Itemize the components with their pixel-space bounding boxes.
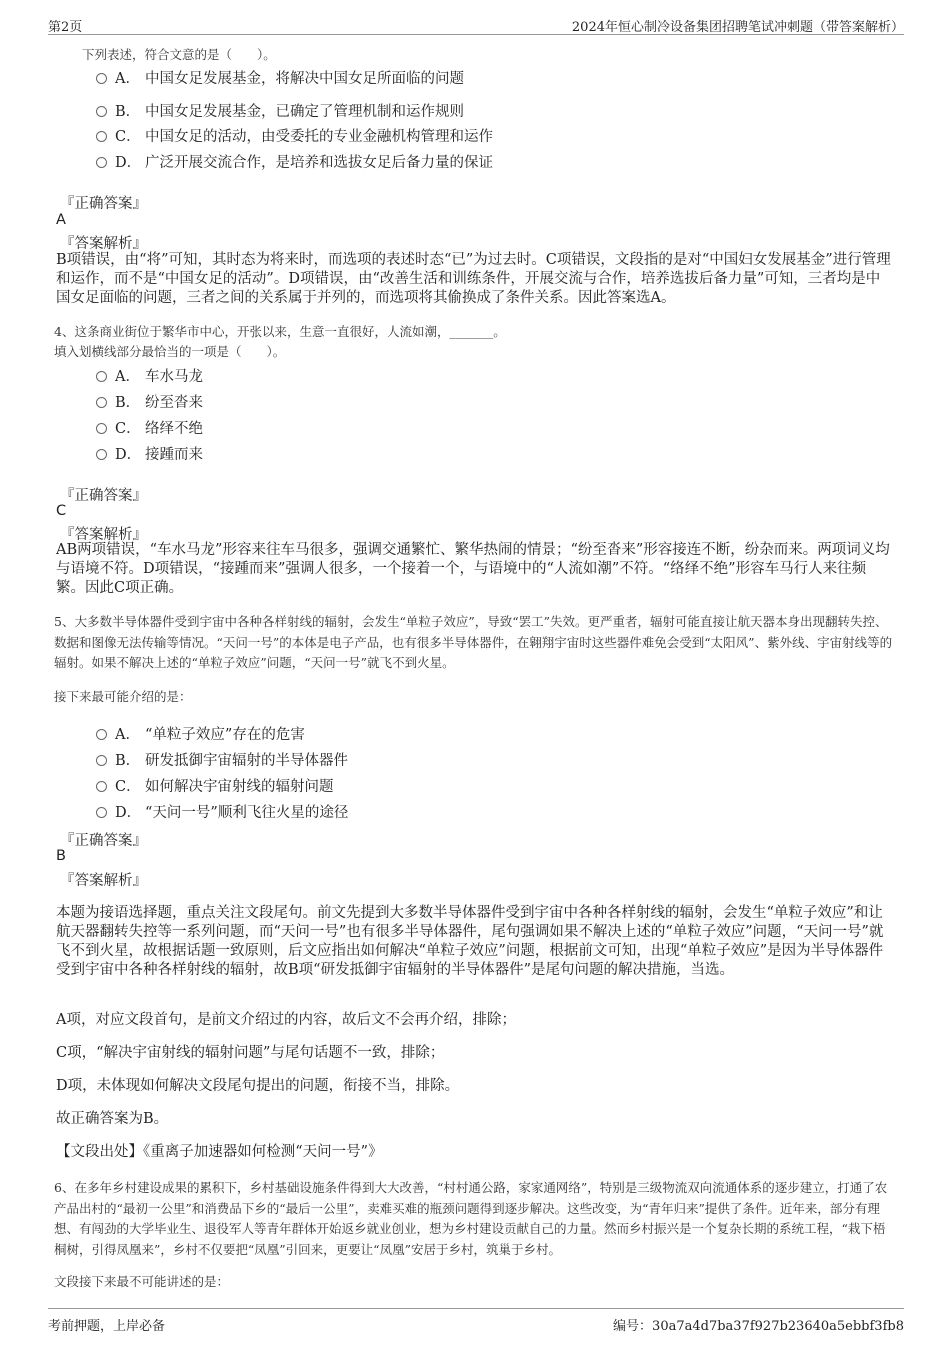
radio-icon[interactable] [96, 106, 107, 117]
q5-analysis-main: 本题为接语选择题，重点关注文段尾句。前文先提到大多数半导体器件受到宇宙中各种各样射线的辐射，会发生“单粒子效应”和让航天器翻转失控等一系列问题，而“天问一号”也有很多半导体器件，尾句强调如果不解决上述的“单粒子效应”问题，“天问一号”就飞不到火星，故根据话题一致原则，后文应指出如何解决“单粒子效应”问题，根据前文可知，出现“单粒子效应”是因为半导体器件受到宇宙中各种各样射线的辐射，故B项“研发抵御宇宙辐射的半导体器件”是尾句问题的解决措施，当选。 [56, 905, 884, 978]
q3-analysis: B项错误，由“将”可知，其时态为将来时，而选项的表述时态“已”为过去时。C项错误，文段指的是对“中国妇女发展基金”进行管理和运作，而不是“中国女足的活动”。D项错误，由“改善生活和训练条件，开展交流与合作，培养选拔后备力量”可知，三者均是中国女足面临的问题，三者之间的关系属于并列的，而选项将其偷换成了条件关系。因此答案选A。 [56, 252, 891, 306]
q5-analysis-label: 『答案解析』 [60, 873, 147, 889]
radio-icon[interactable] [96, 781, 107, 792]
q6-stem: 6、在多年乡村建设成果的累积下，乡村基础设施条件得到大大改善，“村村通公路，家家通网络”，特别是三级物流双向流通体系的逐步建立，打通了农产品出村的“最初一公里”和消费品下乡的“最后一公里”，卖难买难的瓶颈问题得到逐步解决。这些改变，为“青年归来”提供了条件。近年来，部分有理想、有闯劲的大学毕业生、退役军人等青年群体开始返乡就业创业，想为乡村建设贡献自己的力量。然而乡村振兴是一个复杂长期的系统工程，“栽下梧桐树，引得凤凰来”，乡村不仅要把“凤凰”引回来，更要让“凤凰”安居于乡村，筑巢于乡村。 [54, 1180, 888, 1257]
q3-option-d[interactable]: D． 广泛开展交流合作，是培养和选拔女足后备力量的保证 [96, 151, 493, 172]
q5-option-b[interactable]: B． 研发抵御宇宙辐射的半导体器件 [96, 749, 348, 770]
q3-option-b[interactable]: B． 中国女足发展基金，已确定了管理机制和运作规则 [96, 100, 464, 121]
document-id: 编号：30a7a4d7ba37f927b23640a5ebbf3fb8 [613, 1319, 904, 1334]
q4-option-b[interactable]: B． 纷至沓来 [96, 391, 203, 412]
q3-option-c[interactable]: C． 中国女足的活动，由受委托的专业金融机构管理和运作 [96, 125, 493, 146]
radio-icon[interactable] [96, 397, 107, 408]
q4-option-c[interactable]: C． 络绎不绝 [96, 417, 203, 438]
q5-analysis-a: A项，对应文段首句，是前文介绍过的内容，故后文不会再介绍，排除； [56, 1012, 516, 1028]
radio-icon[interactable] [96, 449, 107, 460]
q5-sub: 接下来最可能介绍的是： [54, 689, 192, 704]
radio-icon[interactable] [96, 755, 107, 766]
radio-icon[interactable] [96, 729, 107, 740]
q3-stem: 下列表述，符合文意的是（ ）。 [82, 47, 276, 62]
q4-analysis-label: 『答案解析』 [60, 527, 147, 543]
q4-answer: C [56, 503, 67, 519]
page-number: 第2页 [48, 20, 83, 35]
q5-option-c[interactable]: C． 如何解决宇宙射线的辐射问题 [96, 775, 334, 796]
radio-icon[interactable] [96, 73, 107, 84]
q5-option-d[interactable]: D． “天问一号”顺利飞往火星的途径 [96, 801, 348, 822]
page-footer [48, 1308, 904, 1339]
q3-answer: A [56, 212, 66, 228]
page-header [48, 12, 904, 35]
radio-icon[interactable] [96, 423, 107, 434]
q4-option-d[interactable]: D． 接踵而来 [96, 443, 203, 464]
q4-analysis: AB两项错误，“车水马龙”形容来往车马很多，强调交通繁忙、繁华热闹的情景；“纷至沓来”形容接连不断，纷杂而来。两项词义均与语境不符。D项错误，“接踵而来”强调人很多，一个接着一个，与语境中的“人流如潮”不符。“络绎不绝”形容车马行人来往频繁。因此C项正确。 [56, 542, 890, 596]
q3-answer-label: 『正确答案』 [60, 196, 147, 212]
q4-answer-label: 『正确答案』 [60, 488, 147, 504]
q5-option-a[interactable]: A． “单粒子效应”存在的危害 [96, 723, 305, 744]
radio-icon[interactable] [96, 371, 107, 382]
q5-stem: 5、大多数半导体器件受到宇宙中各种各样射线的辐射，会发生“单粒子效应”，导致“罢工”失效。更严重者，辐射可能直接让航天器本身出现翻转失控、数据和图像无法传输等情况。“天问一号”的本体是电子产品，也有很多半导体器件，在翱翔宇宙时这些器件难免会受到“太阳风”、紫外线、宇宙射线等的辐射。如果不解决上述的“单粒子效应”问题，“天问一号”就飞不到火星。 [54, 614, 893, 670]
radio-icon[interactable] [96, 157, 107, 168]
radio-icon[interactable] [96, 807, 107, 818]
radio-icon[interactable] [96, 131, 107, 142]
footer-slogan: 考前押题，上岸必备 [48, 1319, 166, 1334]
q5-source: 【文段出处】《重离子加速器如何检测“天问一号”》 [56, 1144, 383, 1160]
q5-answer-label: 『正确答案』 [60, 833, 147, 849]
q4-option-a[interactable]: A． 车水马龙 [96, 365, 203, 386]
q5-conclusion: 故正确答案为B。 [56, 1111, 169, 1127]
q3-option-a[interactable]: A． 中国女足发展基金，将解决中国女足所面临的问题 [96, 67, 464, 88]
q5-answer: B [56, 848, 66, 864]
q4-stem: 4、这条商业街位于繁华市中心，开张以来，生意一直很好，人流如潮，_______。 [54, 324, 506, 339]
q5-analysis-c: C项，“解决宇宙射线的辐射问题”与尾句话题不一致，排除； [56, 1045, 445, 1061]
q6-sub: 文段接下来最不可能讲述的是： [54, 1274, 230, 1289]
q4-sub: 填入划横线部分最恰当的一项是（ ）。 [54, 344, 286, 359]
q5-analysis-d: D项，未体现如何解决文段尾句提出的问题，衔接不当，排除。 [56, 1078, 460, 1094]
document-title: 2024年恒心制冷设备集团招聘笔试冲刺题（带答案解析） [571, 20, 904, 35]
q3-analysis-label: 『答案解析』 [60, 236, 147, 252]
